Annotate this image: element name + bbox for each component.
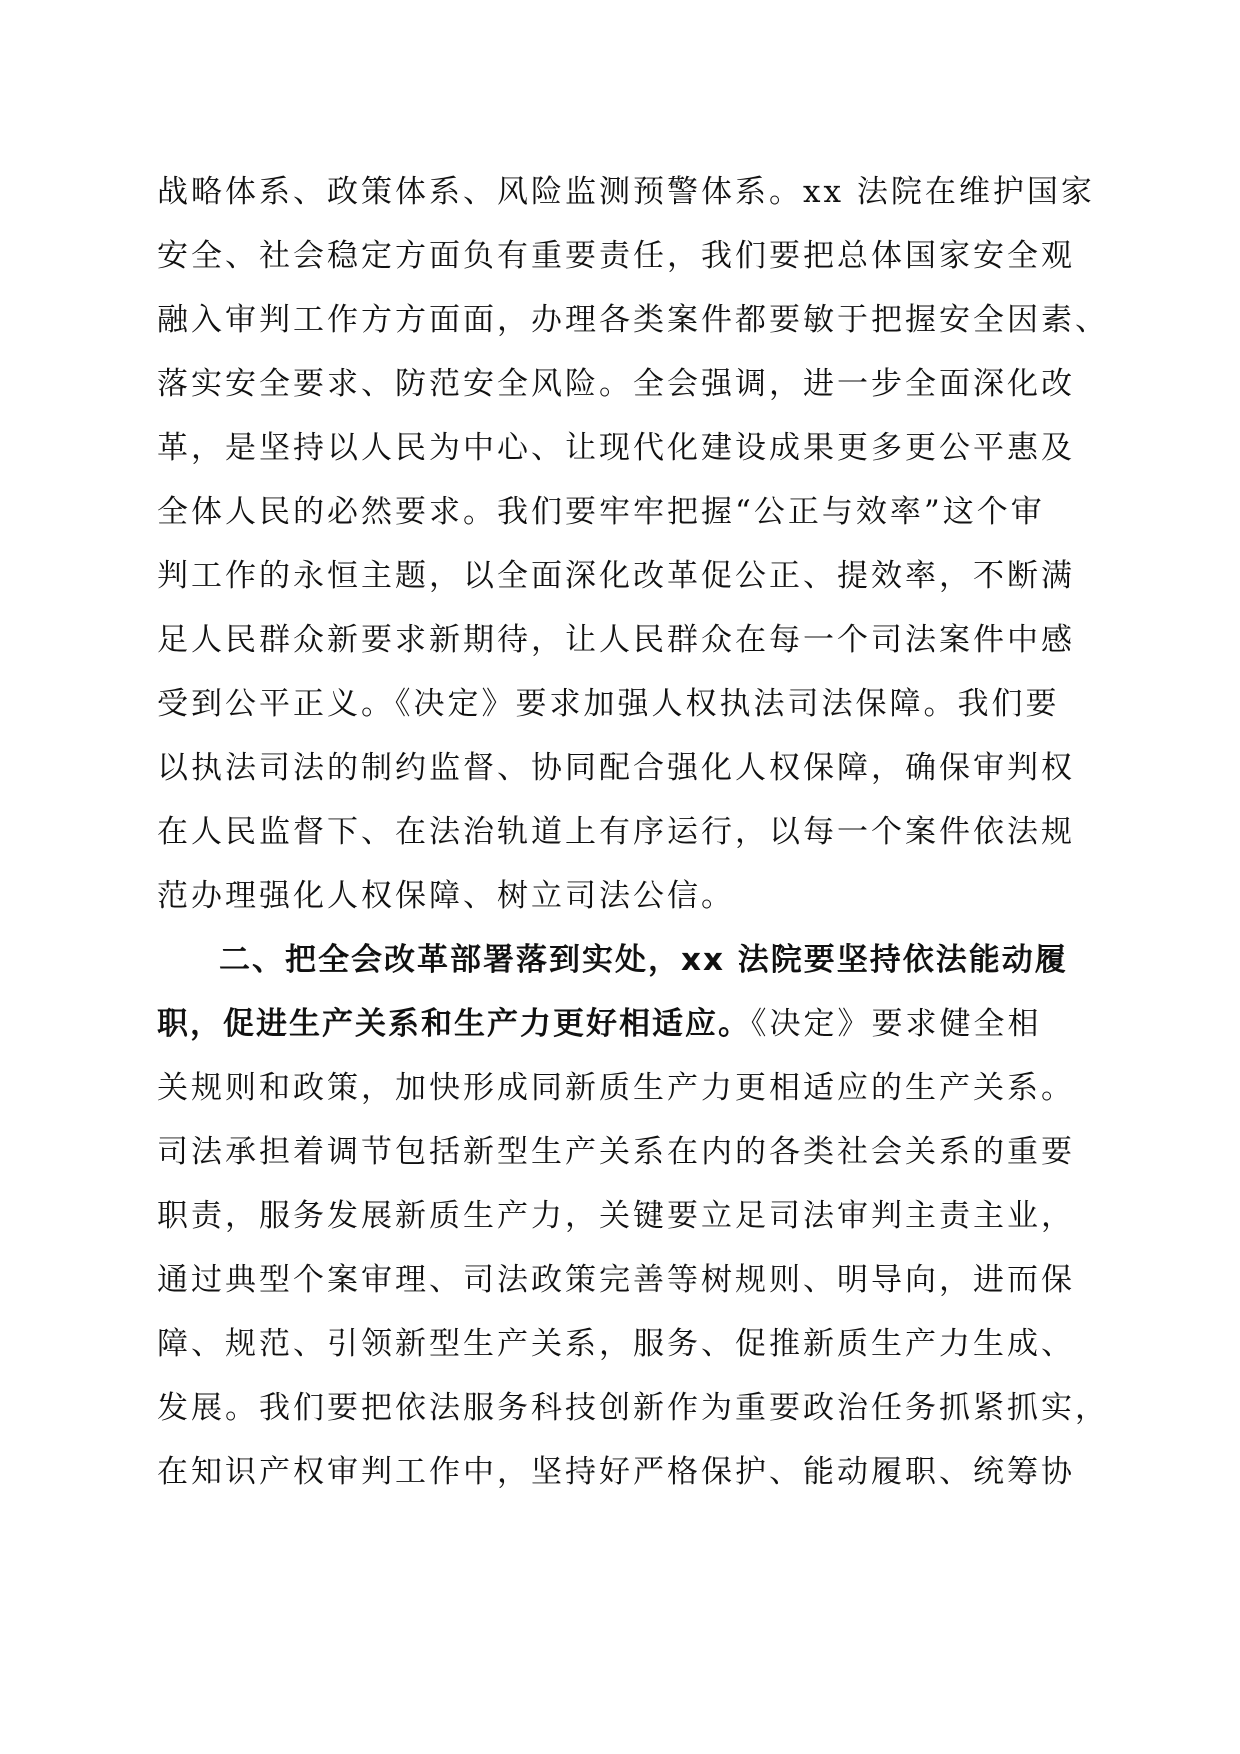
text-line: 障、规范、引领新型生产关系，服务、促推新质生产力生成、: [157, 1326, 1075, 1362]
text-line: 发展。我们要把依法服务科技创新作为重要政治任务抓紧抓实，: [157, 1390, 1109, 1426]
text-line: 在人民监督下、在法治轨道上有序运行，以每一个案件依法规: [157, 814, 1075, 850]
text-line: 足人民群众新要求新期待，让人民群众在每一个司法案件中感: [157, 622, 1075, 658]
section-heading-continued: 职，促进生产关系和生产力更好相适应。: [157, 1006, 751, 1042]
text-line: 以执法司法的制约监督、协同配合强化人权保障，确保审判权: [157, 750, 1075, 786]
text-line: 全体人民的必然要求。我们要牢牢把握“公正与效率”这个审: [157, 494, 1045, 530]
text-span: 《决定》要求健全相: [751, 1006, 1042, 1042]
text-line: 职责，服务发展新质生产力，关键要立足司法审判主责主业，: [157, 1198, 1075, 1234]
text-line: 安全、社会稳定方面负有重要责任，我们要把总体国家安全观: [157, 238, 1075, 274]
text-line: [157, 1004, 1042, 1044]
text-line: 在知识产权审判工作中，坚持好严格保护、能动履职、统筹协: [157, 1454, 1075, 1490]
text-line: 受到公平正义。《决定》要求加强人权执法司法保障。我们要: [157, 686, 1060, 722]
text-line: 落实安全要求、防范安全风险。全会强调，进一步全面深化改: [157, 366, 1075, 402]
text-line: 关规则和政策，加快形成同新质生产力更相适应的生产关系。: [157, 1070, 1075, 1106]
text-line: 司法承担着调节包括新型生产关系在内的各类社会关系的重要: [157, 1134, 1075, 1170]
text-line: 战略体系、政策体系、风险监测预警体系。xx 法院在维护国家: [157, 174, 1095, 210]
text-line: 革，是坚持以人民为中心、让现代化建设成果更多更公平惠及: [157, 430, 1075, 466]
section-heading: 二、把全会改革部署落到实处，xx 法院要坚持依法能动履: [219, 942, 1068, 978]
text-line: 通过典型个案审理、司法政策完善等树规则、明导向，进而保: [157, 1262, 1075, 1298]
text-line: 范办理强化人权保障、树立司法公信。: [157, 878, 735, 914]
text-line: 判工作的永恒主题，以全面深化改革促公正、提效率，不断满: [157, 558, 1075, 594]
text-line: 融入审判工作方方面面，办理各类案件都要敏于把握安全因素、: [157, 302, 1109, 338]
